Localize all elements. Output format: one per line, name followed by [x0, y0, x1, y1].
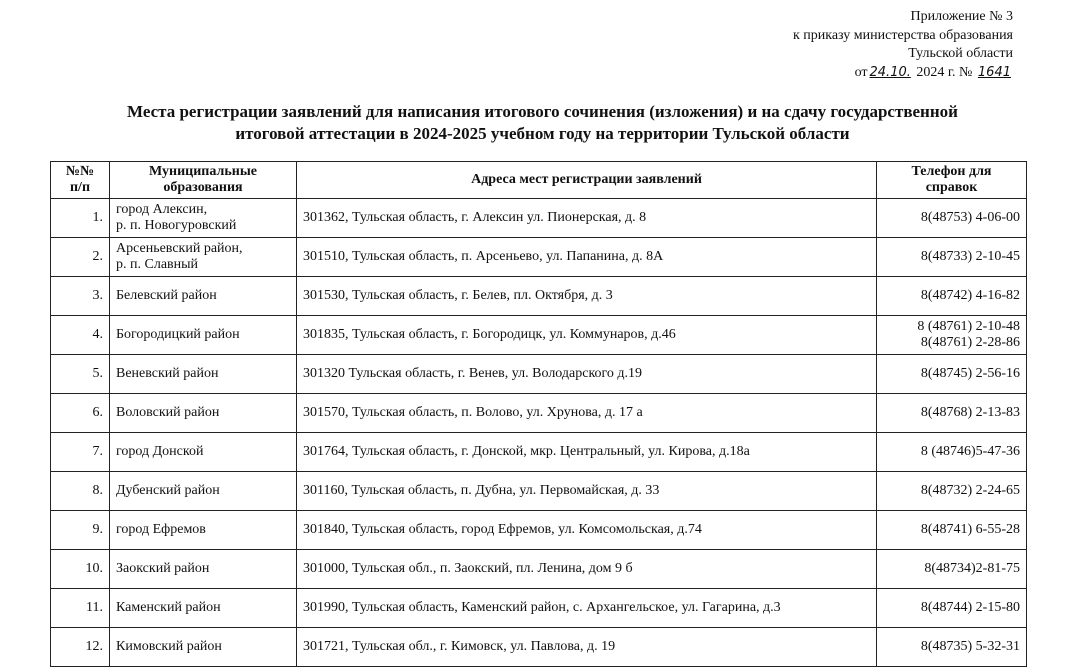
- municipality-line: Белевский район: [116, 288, 217, 303]
- table-row: [51, 394, 1027, 433]
- table-row: [51, 199, 1027, 238]
- appendix-title: Приложение № 3: [910, 9, 1013, 24]
- phone-cell: [877, 433, 1027, 472]
- appendix-region: Тульской области: [908, 46, 1013, 61]
- phone-cell: [877, 472, 1027, 511]
- phone-number: 8(48744) 2-15-80: [920, 600, 1020, 615]
- header-municipality: [110, 162, 297, 199]
- address-cell: 301530, Тульская область, г. Белев, пл. Октября, д. 3: [297, 277, 877, 316]
- table-row: [51, 511, 1027, 550]
- title-line-2: итоговой аттестации в 2024-2025 учебном году на территории Тульской области: [235, 124, 850, 143]
- phone-number: 8(48742) 4-16-82: [920, 288, 1020, 303]
- phone-cell: [877, 238, 1027, 277]
- phone-number: 8(48745) 2-56-16: [920, 366, 1020, 381]
- phone-cell: [877, 628, 1027, 667]
- municipality-cell: [110, 199, 297, 238]
- municipality-cell: [110, 316, 297, 355]
- municipality-cell: [110, 277, 297, 316]
- header-phone-line: Телефон для: [911, 164, 992, 179]
- municipality-cell: [110, 550, 297, 589]
- address-cell: 301840, Тульская область, город Ефремов, ул. Комсомольская, д.74: [297, 511, 877, 550]
- address-cell: 301362, Тульская область, г. Алексин ул. Пионерская, д. 8: [297, 199, 877, 238]
- phone-number: 8(48753) 4-06-00: [920, 210, 1020, 225]
- header-municipality-line: Муниципальные: [149, 164, 257, 179]
- header-num-line: №№: [65, 164, 95, 179]
- municipality-cell: [110, 511, 297, 550]
- order-date-line: [793, 64, 1013, 83]
- row-number: 5.: [51, 355, 110, 394]
- address-cell: 301510, Тульская область, п. Арсеньево, ул. Папанина, д. 8А: [297, 238, 877, 277]
- municipality-line: город Ефремов: [116, 522, 206, 537]
- municipality-line: Дубенский район: [116, 483, 220, 498]
- row-number: 8.: [51, 472, 110, 511]
- handwritten-order-number: 1641: [977, 64, 1011, 80]
- row-number: 1.: [51, 199, 110, 238]
- phone-number: 8(48761) 2-28-86: [920, 335, 1020, 350]
- phone-cell: [877, 511, 1027, 550]
- row-number: 4.: [51, 316, 110, 355]
- title-line-1: Места регистрации заявлений для написания итогового сочинения (изложения) и на сдачу государственной: [127, 102, 958, 121]
- table-row: [51, 238, 1027, 277]
- phone-number: 8 (48746)5-47-36: [920, 444, 1020, 459]
- phone-cell: [877, 589, 1027, 628]
- municipality-line: город Донской: [116, 444, 204, 459]
- row-number: 2.: [51, 238, 110, 277]
- table-row: [51, 589, 1027, 628]
- table-row: [51, 550, 1027, 589]
- table-row: [51, 472, 1027, 511]
- table-body: [51, 199, 1027, 667]
- table-row: [51, 277, 1027, 316]
- phone-number: 8(48768) 2-13-83: [920, 405, 1020, 420]
- header-municipality-line: образования: [163, 180, 243, 195]
- address-cell: 301570, Тульская область, п. Волово, ул. Хрунова, д. 17 а: [297, 394, 877, 433]
- municipality-cell: [110, 589, 297, 628]
- row-number: 7.: [51, 433, 110, 472]
- year-text: 2024 г. №: [916, 64, 973, 80]
- header-phone-line: справок: [925, 180, 978, 195]
- table-row: [51, 316, 1027, 355]
- municipality-cell: [110, 433, 297, 472]
- header-address: Адреса мест регистрации заявлений: [297, 162, 877, 199]
- address-cell: 301721, Тульская обл., г. Кимовск, ул. Павлова, д. 19: [297, 628, 877, 667]
- phone-number: 8(48733) 2-10-45: [920, 249, 1020, 264]
- municipality-line: Богородицкий район: [116, 327, 240, 342]
- municipality-line: Заокский район: [116, 561, 210, 576]
- address-cell: 301990, Тульская область, Каменский район, с. Архангельское, ул. Гагарина, д.3: [297, 589, 877, 628]
- phone-number: 8(48741) 6-55-28: [920, 522, 1020, 537]
- phone-number: 8 (48761) 2-10-48: [917, 319, 1020, 334]
- municipality-cell: [110, 628, 297, 667]
- municipality-cell: [110, 394, 297, 433]
- municipality-cell: [110, 355, 297, 394]
- table-row: [51, 433, 1027, 472]
- phone-cell: [877, 277, 1027, 316]
- phone-cell: [877, 394, 1027, 433]
- municipality-line: Веневский район: [116, 366, 219, 381]
- address-cell: 301320 Тульская область, г. Венев, ул. Володарского д.19: [297, 355, 877, 394]
- handwritten-date: 24.10.: [869, 64, 911, 80]
- address-cell: 301764, Тульская область, г. Донской, мкр. Центральный, ул. Кирова, д.18а: [297, 433, 877, 472]
- municipality-line: город Алексин,: [116, 202, 208, 217]
- row-number: 9.: [51, 511, 110, 550]
- row-number: 12.: [51, 628, 110, 667]
- appendix-header: [793, 8, 1013, 82]
- phone-cell: [877, 316, 1027, 355]
- table-row: [51, 628, 1027, 667]
- address-cell: 301835, Тульская область, г. Богородицк, ул. Коммунаров, д.46: [297, 316, 877, 355]
- row-number: 11.: [51, 589, 110, 628]
- municipality-line: р. п. Новогуровский: [116, 218, 237, 233]
- phone-cell: [877, 355, 1027, 394]
- address-cell: 301160, Тульская область, п. Дубна, ул. Первомайская, д. 33: [297, 472, 877, 511]
- municipality-cell: [110, 472, 297, 511]
- phone-cell: [877, 199, 1027, 238]
- phone-number: 8(48732) 2-24-65: [920, 483, 1020, 498]
- municipality-line: Воловский район: [116, 405, 220, 420]
- municipality-line: Кимовский район: [116, 639, 222, 654]
- row-number: 3.: [51, 277, 110, 316]
- document-title: [60, 101, 1025, 145]
- phone-cell: [877, 550, 1027, 589]
- row-number: 6.: [51, 394, 110, 433]
- header-phone: [877, 162, 1027, 199]
- appendix-order-ref: к приказу министерства образования: [792, 27, 1013, 43]
- header-num: [51, 162, 110, 199]
- table-row: [51, 355, 1027, 394]
- municipality-line: Арсеньевский район,: [116, 241, 243, 256]
- municipality-cell: [110, 238, 297, 277]
- address-cell: 301000, Тульская обл., п. Заокский, пл. Ленина, дом 9 б: [297, 550, 877, 589]
- date-prefix: от: [854, 64, 868, 80]
- municipality-line: р. п. Славный: [116, 257, 199, 272]
- phone-number: 8(48734)2-81-75: [924, 561, 1020, 576]
- municipality-line: Каменский район: [116, 600, 221, 615]
- row-number: 10.: [51, 550, 110, 589]
- header-num-line: п/п: [69, 180, 91, 195]
- registration-table: [50, 161, 1027, 667]
- table-header-row: [51, 162, 1027, 199]
- phone-number: 8(48735) 5-32-31: [920, 639, 1020, 654]
